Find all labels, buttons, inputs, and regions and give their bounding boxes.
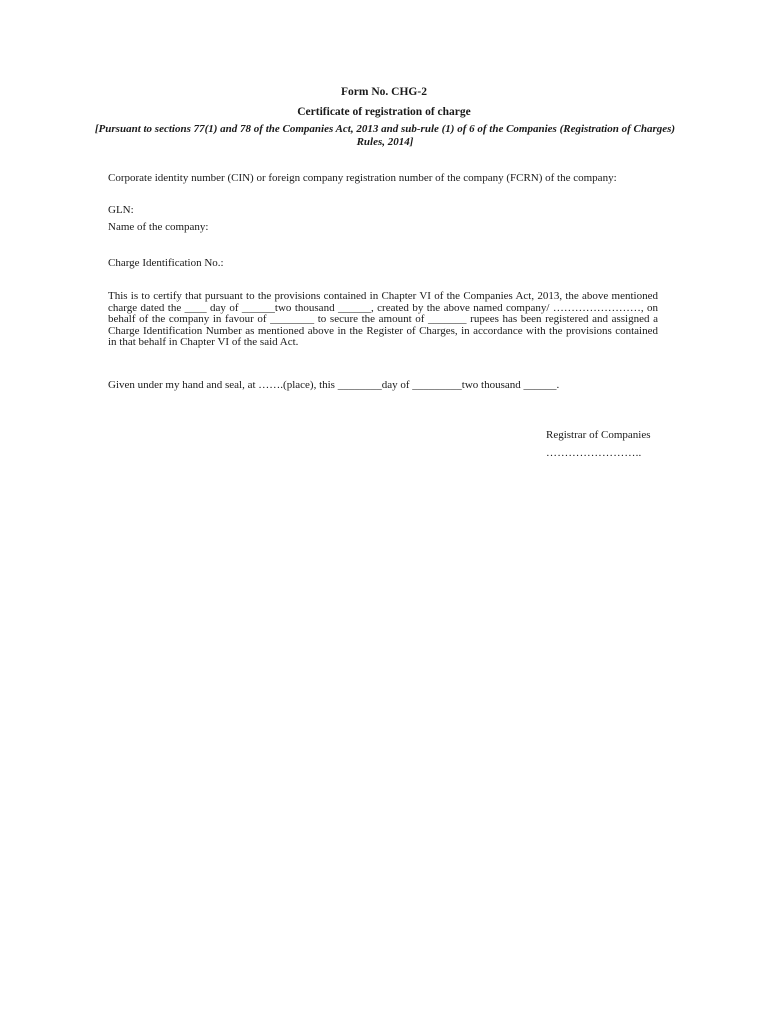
cin-field-label: Corporate identity number (CIN) or foreign company registration number of the company (FCRN) of the company: — [108, 172, 617, 184]
certification-paragraph: This is to certify that pursuant to the provisions contained in Chapter VI of the Companies Act, 2013, the above mentioned charge dated the ____ day of ______two thousand ______, created by the above named company/ ……………………, on behalf of the company in favour of ________ to secure the amount of _______ rupees has been registered and assigned a Charge Identification Number as mentioned above in the Register of Charges, in accordance with the provisions contained in that behalf in Chapter VI of the said Act. — [108, 290, 658, 349]
form-number-heading: Form No. CHG-2 — [341, 86, 427, 98]
certificate-title: Certificate of registration of charge — [297, 106, 471, 118]
charge-identification-field-label: Charge Identification No.: — [108, 257, 224, 269]
pursuant-note: [Pursuant to sections 77(1) and 78 of the Companies Act, 2013 and sub-rule (1) of 6 of the Companies (Registration of Charges) Rules, 2014] — [94, 123, 676, 148]
given-under-hand-paragraph: Given under my hand and seal, at …….(place), this ________day of _________two thousand ______. — [108, 379, 560, 391]
registrar-signature-line: …………………….. — [546, 447, 642, 459]
registrar-signature-label: Registrar of Companies — [546, 429, 651, 441]
gln-field-label: GLN: — [108, 204, 134, 216]
company-name-field-label: Name of the company: — [108, 221, 209, 233]
